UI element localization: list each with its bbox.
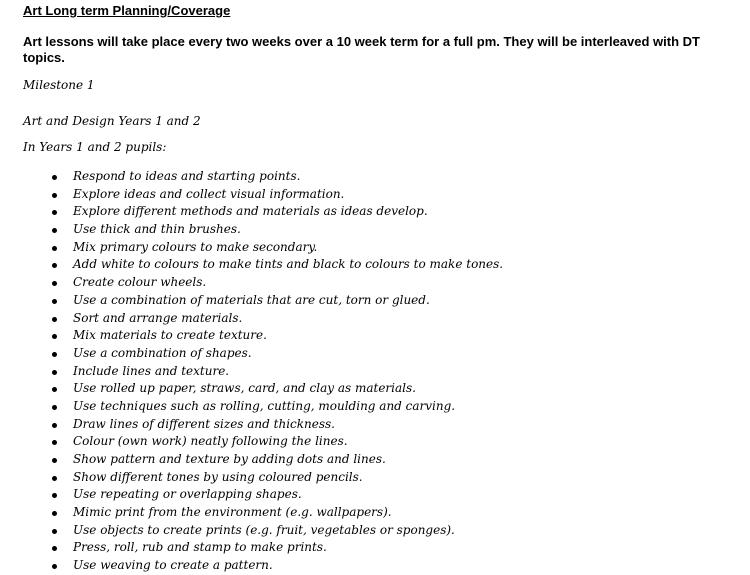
bullet-dot-icon [52,263,57,268]
list-item [23,451,743,469]
list-item [23,380,743,398]
list-item-text: Use a combination of materials that are cut, torn or glued. [73,292,430,307]
intro-text: In Years 1 and 2 pupils: [23,140,167,154]
bullet-dot-icon [52,405,57,410]
list-item [23,416,743,434]
bullet-dot-icon [52,175,57,180]
list-item [23,539,743,557]
bullet-dot-icon [52,210,57,215]
document [23,0,743,575]
list-item [23,186,743,204]
list-item-text: Sort and arrange materials. [73,310,243,325]
list-item [23,274,743,292]
list-item-text: Explore ideas and collect visual information. [73,186,345,201]
bullet-list [23,168,743,575]
list-item-text: Press, roll, rub and stamp to make prints. [73,540,327,555]
bullet-dot-icon [52,334,57,339]
list-item [23,433,743,451]
bullet-dot-icon [52,317,57,322]
list-item-text: Mix materials to create texture. [73,328,267,343]
list-item [23,203,743,221]
list-item [23,345,743,363]
bullet-dot-icon [52,440,57,445]
bullet-dot-icon [52,529,57,534]
document-title: Art Long term Planning/Coverage [23,3,231,18]
list-item [23,327,743,345]
list-item [23,256,743,274]
bullet-dot-icon [52,352,57,357]
list-item [23,363,743,381]
list-item-text: Create colour wheels. [73,275,207,290]
list-item-text: Use objects to create prints (e.g. fruit, vegetables or sponges). [73,522,455,537]
list-item [23,398,743,416]
bullet-dot-icon [52,246,57,251]
list-item [23,469,743,487]
list-item-text: Use a combination of shapes. [73,345,252,360]
list-item-text: Mix primary colours to make secondary. [73,239,318,254]
list-item-text: Add white to colours to make tints and black to colours to make tones. [73,257,504,272]
bullet-dot-icon [52,493,57,498]
list-item-text: Show different tones by using coloured pencils. [73,469,363,484]
bullet-dot-icon [52,387,57,392]
bullet-dot-icon [52,228,57,233]
list-item-text: Use repeating or overlapping shapes. [73,487,302,502]
bullet-dot-icon [52,370,57,375]
list-item-text: Use rolled up paper, straws, card, and clay as materials. [73,381,416,396]
bullet-dot-icon [52,476,57,481]
list-item [23,522,743,540]
bullet-dot-icon [52,511,57,516]
section-heading: Art and Design Years 1 and 2 [23,114,201,128]
list-item [23,292,743,310]
list-item-text: Mimic print from the environment (e.g. wallpapers). [73,505,392,520]
list-item [23,557,743,575]
bullet-dot-icon [52,281,57,286]
list-item-text: Use thick and thin brushes. [73,222,241,237]
bullet-dot-icon [52,193,57,198]
list-item-text: Use techniques such as rolling, cutting, moulding and carving. [73,398,456,413]
milestone-label: Milestone 1 [23,78,95,92]
list-item-text: Show pattern and texture by adding dots and lines. [73,452,386,466]
bullet-dot-icon [52,458,57,463]
bullet-dot-icon [52,546,57,551]
document-subtitle: Art lessons will take place every two weeks over a 10 week term for a full pm. They will be interleaved with DT topics. [23,34,700,65]
list-item [23,310,743,328]
list-item-text: Explore different methods and materials as ideas develop. [73,204,428,219]
list-item-text: Use weaving to create a pattern. [73,558,273,573]
list-item-text: Draw lines of different sizes and thickness. [73,416,335,431]
bullet-dot-icon [52,564,57,569]
list-item [23,239,743,257]
bullet-dot-icon [52,423,57,428]
bullet-dot-icon [52,299,57,304]
list-item [23,486,743,504]
list-item [23,168,743,186]
list-item [23,221,743,239]
list-item-text: Colour (own work) neatly following the lines. [73,434,348,449]
list-item-text: Respond to ideas and starting points. [73,169,301,183]
list-item [23,504,743,522]
list-item-text: Include lines and texture. [73,363,230,378]
